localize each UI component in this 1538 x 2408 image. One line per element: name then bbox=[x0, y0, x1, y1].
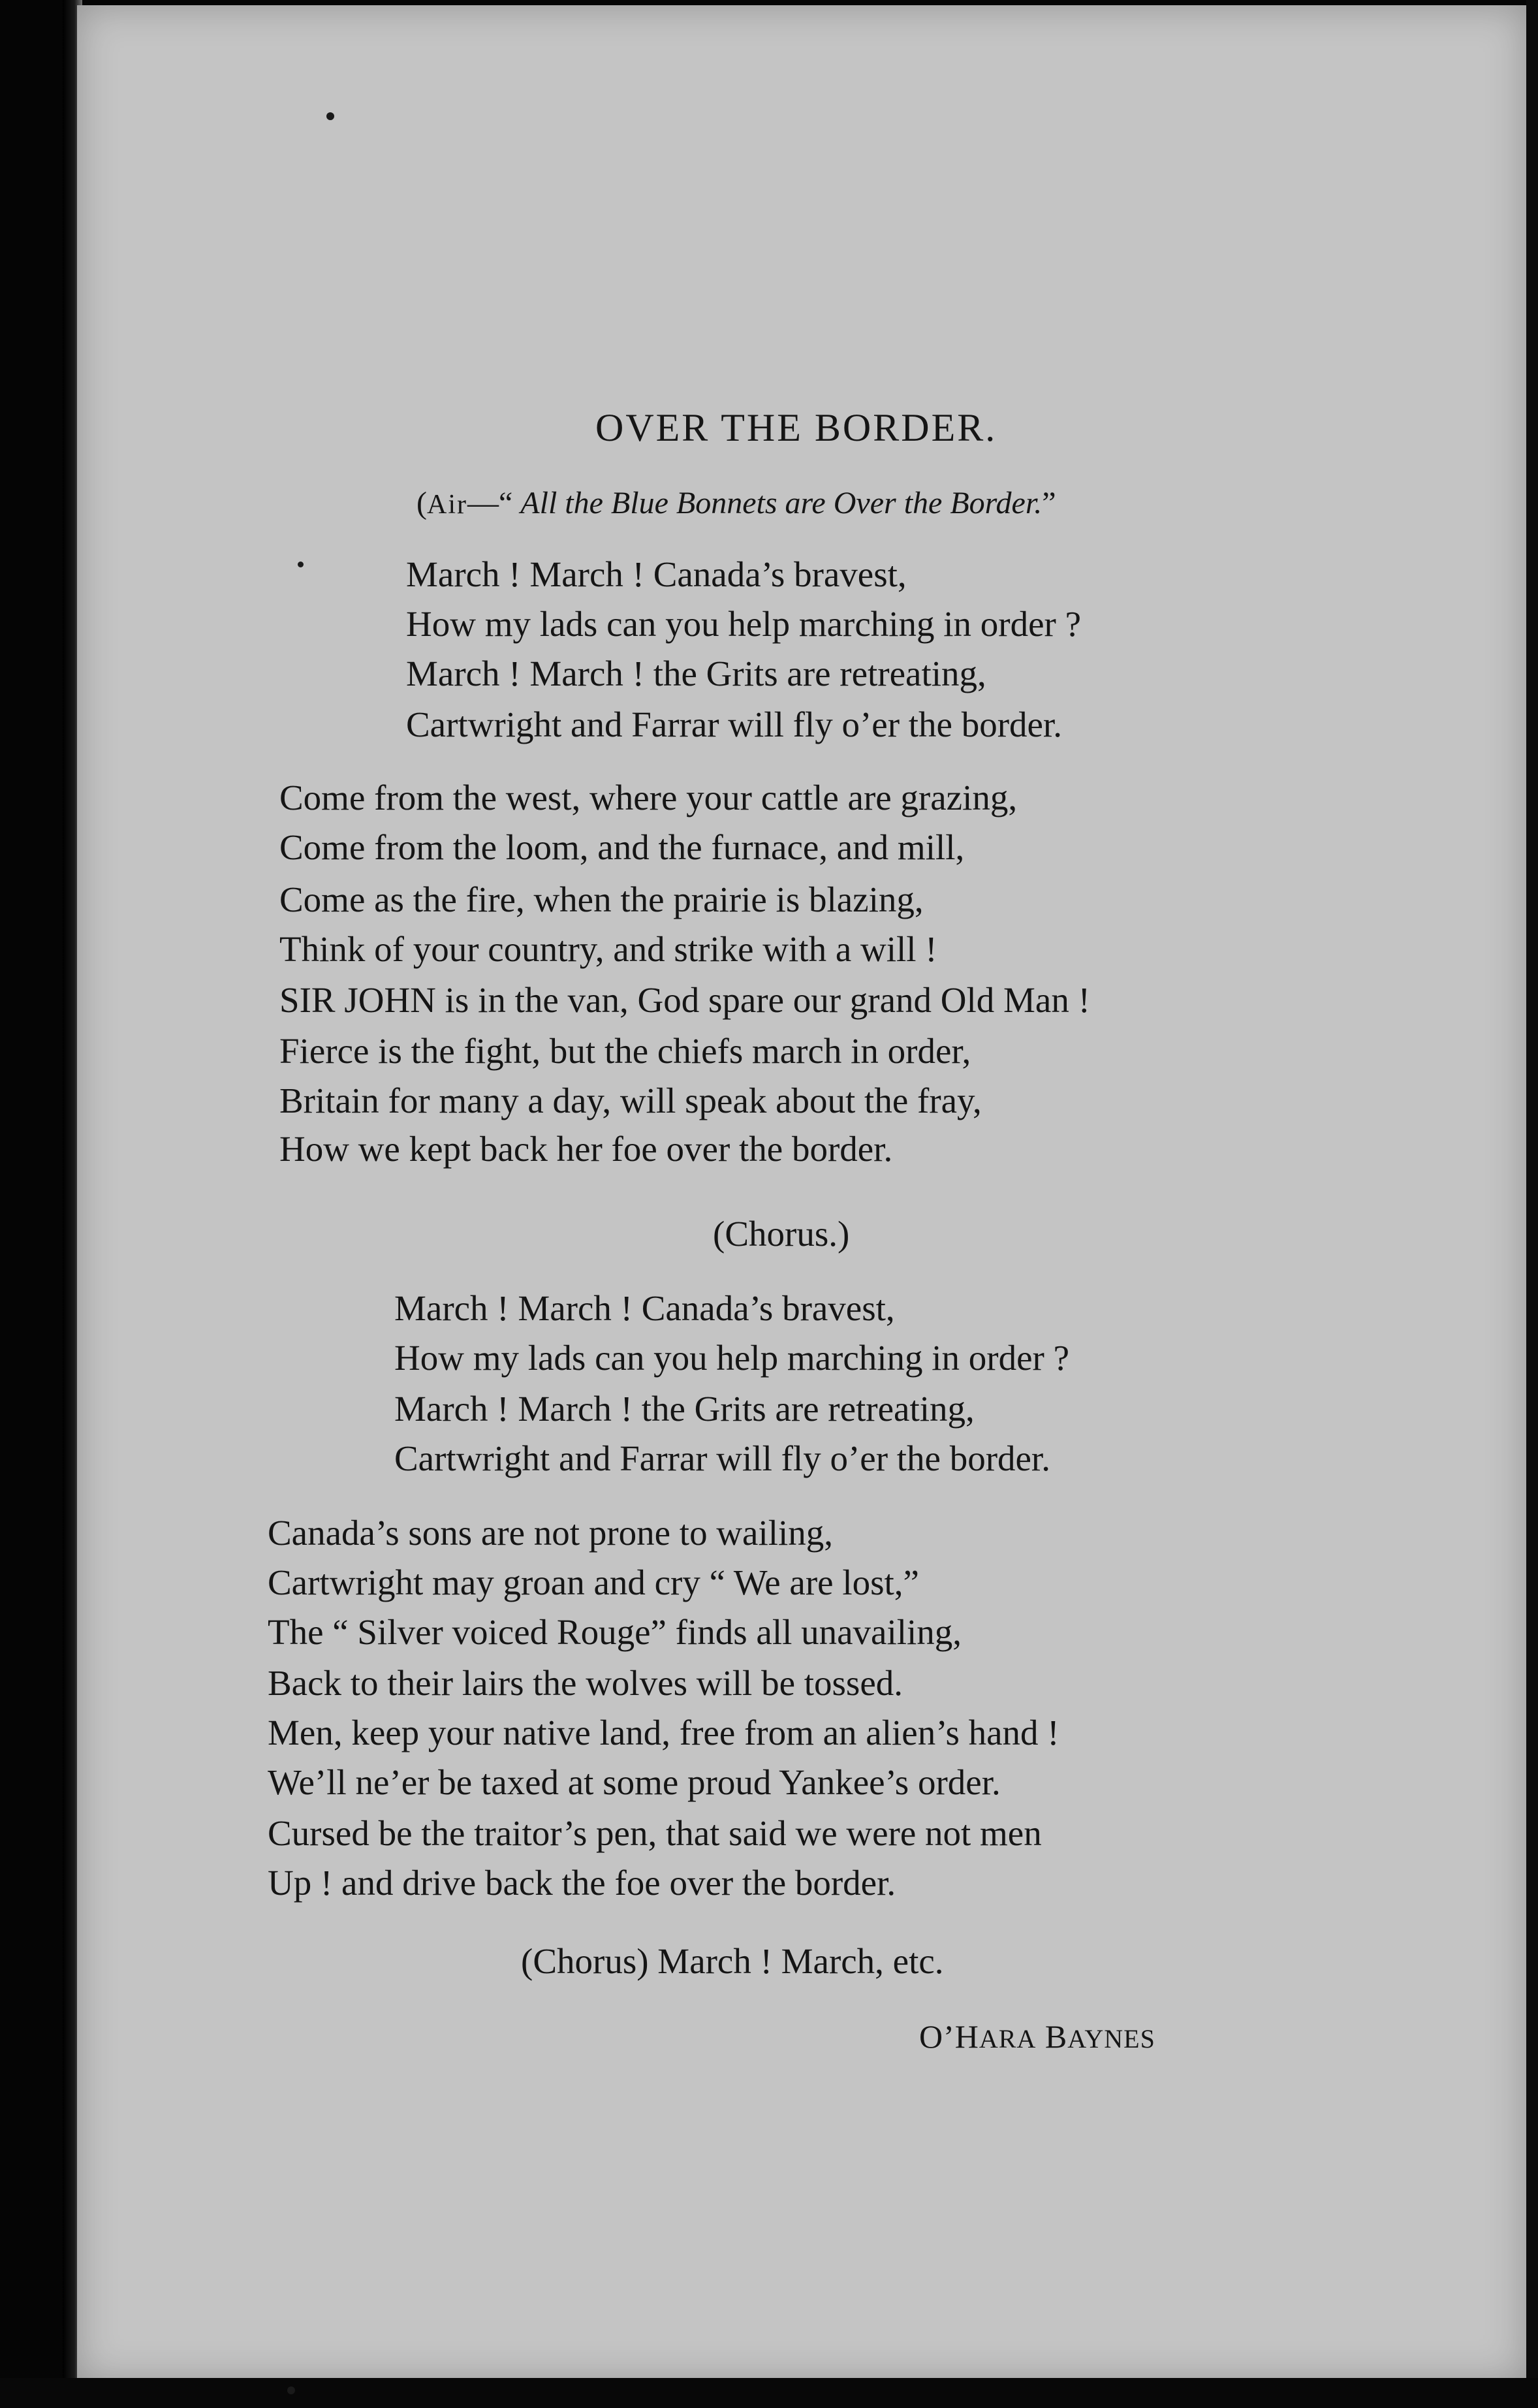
air-note bbox=[416, 488, 1056, 519]
page-edge-bottom bbox=[0, 2378, 1538, 2408]
author-signature bbox=[919, 2020, 1155, 2053]
page-edge-right bbox=[1526, 0, 1538, 2408]
verse-line: Canada’s sons are not prone to wailing, bbox=[268, 1513, 834, 1553]
air-label: Air bbox=[426, 490, 467, 520]
chorus-line: March ! March ! the Grits are retreating, bbox=[394, 1389, 975, 1429]
air-tune-name: All the Blue Bonnets are Over the Border. bbox=[520, 486, 1043, 520]
ink-speck bbox=[326, 112, 334, 120]
author-first-initial: O’H bbox=[919, 2018, 979, 2055]
verse-line: Come from the west, where your cattle are grazing, bbox=[279, 778, 1018, 817]
verse-line: The “ Silver voiced Rouge” finds all unavailing, bbox=[268, 1612, 962, 1652]
verse-line: How my lads can you help marching in order ? bbox=[406, 604, 1082, 644]
air-open-paren: ( bbox=[416, 486, 427, 520]
ink-speck bbox=[287, 2386, 295, 2394]
verse-line: SIR JOHN is in the van, God spare our grand Old Man ! bbox=[279, 980, 1090, 1020]
chorus-heading: (Chorus.) bbox=[713, 1214, 850, 1254]
chorus-repeat-note: (Chorus) March ! March, etc. bbox=[521, 1941, 944, 1981]
verse-line: Come from the loom, and the furnace, and mill, bbox=[279, 827, 965, 867]
author-last-rest: AYNES bbox=[1067, 2024, 1155, 2053]
verse-line: How we kept back her foe over the border. bbox=[279, 1129, 893, 1169]
poem-title: OVER THE BORDER. bbox=[595, 406, 997, 449]
verse-line: Cartwright may groan and cry “ We are lost,” bbox=[268, 1562, 919, 1602]
chorus-line: How my lads can you help marching in order ? bbox=[394, 1338, 1070, 1378]
chorus-line: Cartwright and Farrar will fly o’er the border. bbox=[394, 1438, 1050, 1478]
air-close-quote: ” bbox=[1042, 486, 1056, 520]
verse-line: Come as the fire, when the prairie is blazing, bbox=[279, 879, 924, 919]
verse-line: Fierce is the fight, but the chiefs march in order, bbox=[279, 1031, 971, 1071]
author-last-initial: B bbox=[1044, 2018, 1068, 2055]
air-dash: —“ bbox=[467, 486, 513, 520]
verse-line: March ! March ! Canada’s bravest, bbox=[406, 554, 907, 594]
verse-line: Up ! and drive back the foe over the border. bbox=[268, 1863, 896, 1903]
verse-line: Think of your country, and strike with a will ! bbox=[279, 929, 937, 969]
author-first-rest: ARA bbox=[979, 2024, 1037, 2053]
verse-line: Back to their lairs the wolves will be tossed. bbox=[268, 1663, 903, 1703]
verse-line: Men, keep your native land, free from an alien’s hand ! bbox=[268, 1713, 1059, 1752]
verse-line: Cursed be the traitor’s pen, that said we were not men bbox=[268, 1813, 1042, 1853]
page-sheet bbox=[77, 5, 1526, 2382]
verse-line: Cartwright and Farrar will fly o’er the border. bbox=[406, 705, 1062, 744]
verse-line: Britain for many a day, will speak about the fray, bbox=[279, 1081, 982, 1120]
chorus-line: March ! March ! Canada’s bravest, bbox=[394, 1288, 895, 1328]
verse-line: We’ll ne’er be taxed at some proud Yankee’s order. bbox=[268, 1762, 1001, 1802]
verse-line: March ! March ! the Grits are retreating, bbox=[406, 654, 986, 693]
ink-speck bbox=[298, 562, 304, 567]
